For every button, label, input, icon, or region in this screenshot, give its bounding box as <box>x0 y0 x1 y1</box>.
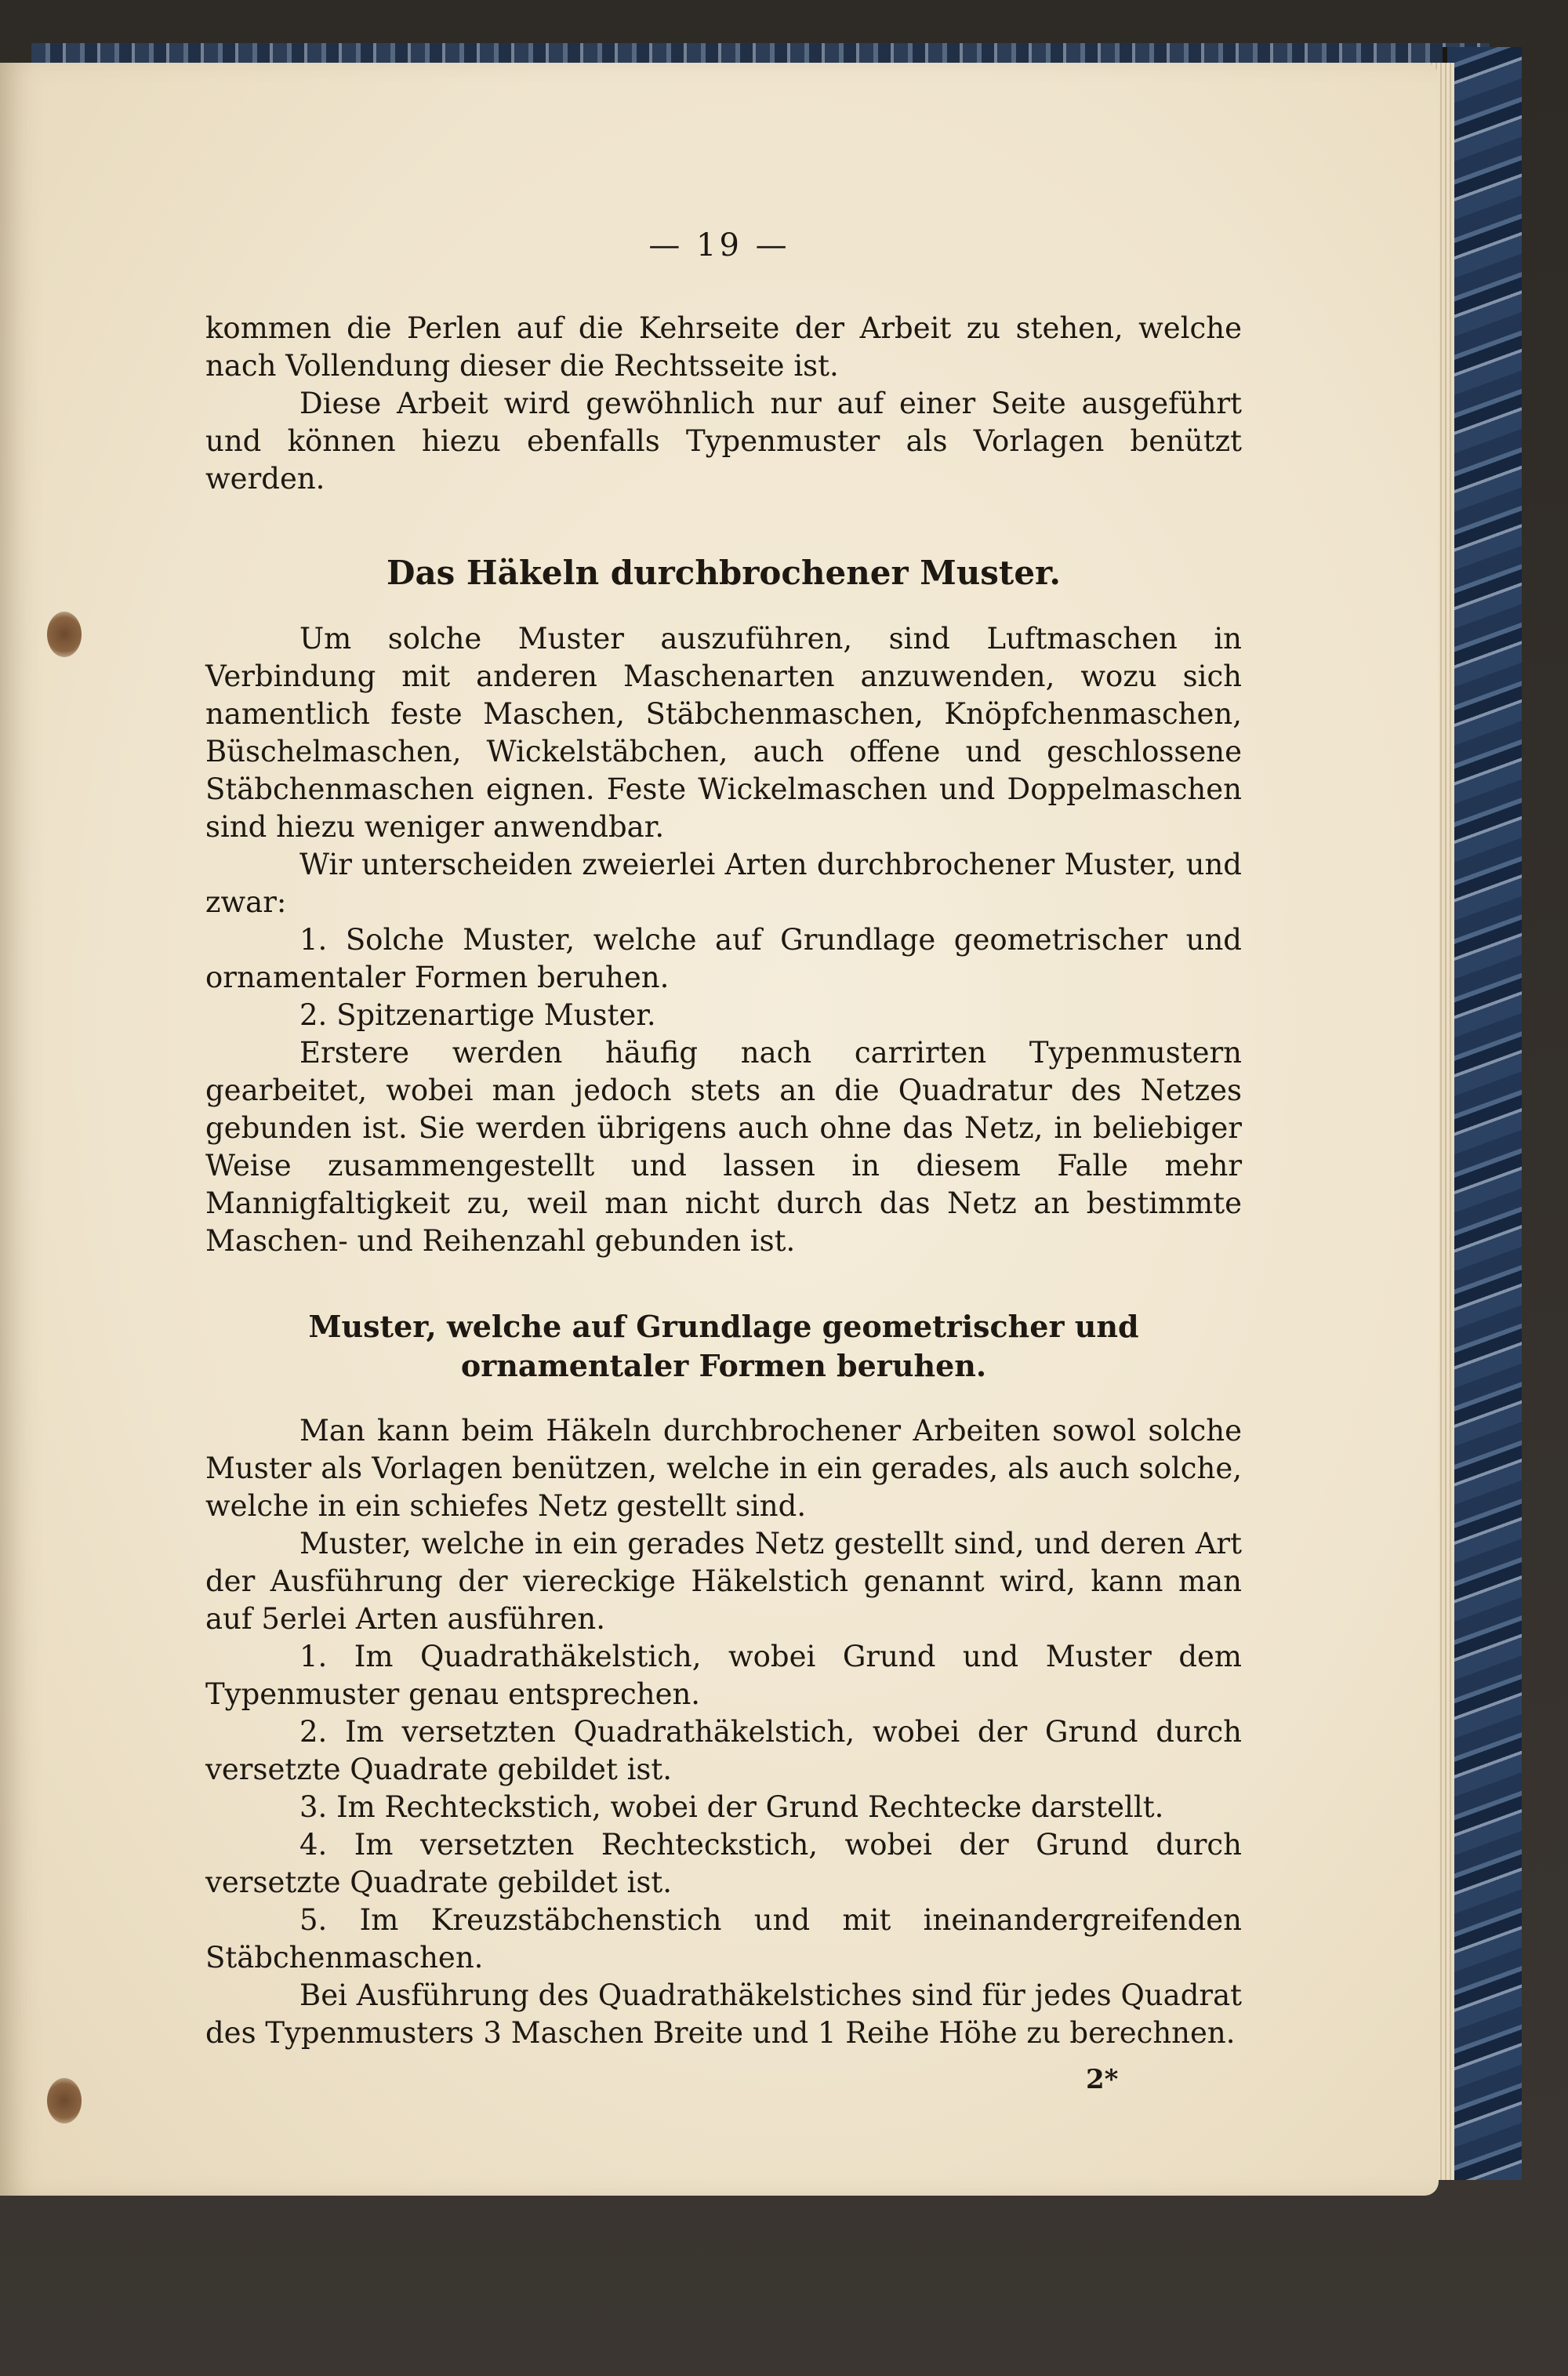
binding-hole <box>47 612 82 657</box>
list-item: 2. Spitzenartige Muster. <box>299 998 656 1032</box>
list-item: 4. Im versetzten Rechteckstich, wobei der Grund durch versetzte Quadrate gebildet ist. <box>205 1828 1242 1899</box>
list-item: 1. Im Quadrathäkelstich, wobei Grund und Muster dem Typenmuster genau entsprechen. <box>205 1640 1242 1711</box>
page-content <box>205 310 1242 2052</box>
paragraph: kommen die Perlen auf die Kehrseite der Arbeit zu stehen, welche nach Vollendung dieser die Rechtsseite ist. <box>205 311 1242 383</box>
paragraph: Man kann beim Häkeln durchbrochener Arbeiten sowol solche Muster als Vorlagen benützen, welche in ein gerades, als auch solche, welche in ein schiefes Netz gestellt sind. <box>205 1414 1242 1523</box>
list-item: 5. Im Kreuzstäbchenstich und mit ineinandergreifenden Stäbchenmaschen. <box>205 1903 1242 1975</box>
paragraph: Diese Arbeit wird gewöhnlich nur auf einer Seite ausgeführt und können hiezu ebenfalls Typenmuster als Vorlagen benützt werden. <box>205 387 1242 496</box>
section-heading: Das Häkeln durchbrochener Muster. <box>387 554 1061 592</box>
page-number: — 19 — <box>648 227 790 263</box>
list-item: 1. Solche Muster, welche auf Grundlage geometrischer und ornamentaler Formen beruhen. <box>205 923 1242 994</box>
paragraph: Wir unterscheiden zweierlei Arten durchbrochener Muster, und zwar: <box>205 848 1242 919</box>
subsection-heading: Muster, welche auf Grundlage geometrischer und ornamentaler Formen beruhen. <box>308 1309 1139 1383</box>
paragraph: Erstere werden häufig nach carrirten Typenmustern gearbeitet, wobei man jedoch stets an die Quadratur des Netzes gebunden ist. Sie werden übrigens auch ohne das Netz, in beliebiger Weise zusammengestellt und lassen in diesem Falle mehr Mannigfaltigkeit zu, weil man nicht durch das Netz an bestimmte Maschen- und Reihenzahl gebunden ist. <box>205 1036 1242 1258</box>
list-item: 2. Im versetzten Quadrathäkelstich, wobei der Grund durch versetzte Quadrate gebildet ist. <box>205 1715 1242 1786</box>
book-cover-right-edge <box>1443 47 1522 2180</box>
paragraph: Bei Ausführung des Quadrathäkelstiches sind für jedes Quadrat des Typenmusters 3 Maschen Breite und 1 Reihe Höhe zu berechnen. <box>205 1978 1242 2050</box>
paragraph: Muster, welche in ein gerades Netz gestellt sind, und deren Art der Ausführung der viereckige Häkelstich genannt wird, kann man auf 5erlei Arten ausführen. <box>205 1527 1242 1636</box>
list-item: 3. Im Rechteckstich, wobei der Grund Rechtecke darstellt. <box>299 1790 1164 1824</box>
paragraph: Um solche Muster auszuführen, sind Luftmaschen in Verbindung mit anderen Maschenarten anzuwenden, wozu sich namentlich feste Maschen, Stäbchenmaschen, Knöpfchenmaschen, Büschelmaschen, Wickelstäbchen, auch offene und geschlossene Stäbchenmaschen eignen. Feste Wickelmaschen und Doppelmaschen sind hiezu weniger anwendbar. <box>205 622 1242 844</box>
binding-hole <box>47 2078 82 2124</box>
signature-mark: 2* <box>1086 2064 1119 2095</box>
